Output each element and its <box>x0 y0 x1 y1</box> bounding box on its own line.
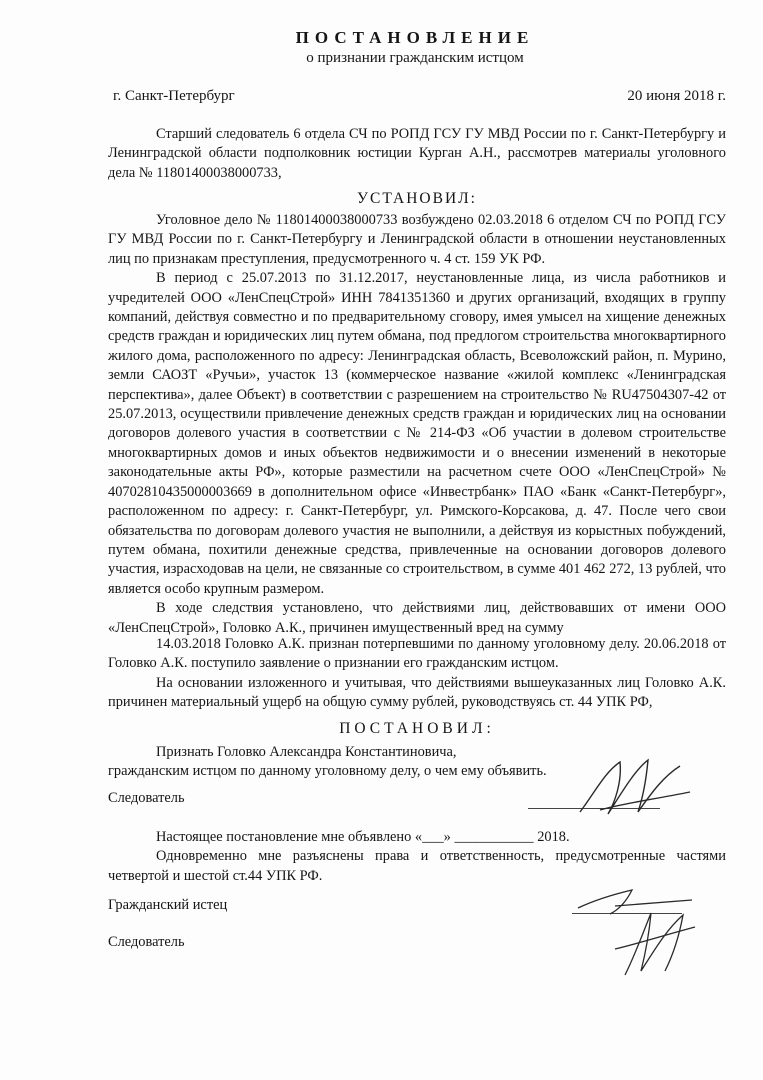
announcement-line: Настоящее постановление мне объявлено «___» ___________ 2018. <box>156 829 570 845</box>
established-heading: УСТАНОВИЛ: <box>357 190 477 207</box>
victim-block <box>108 635 726 713</box>
established-paragraph-5: На основании изложенного и учитывая, что действиями вышеуказанных лиц Головко А.К. причинен материальный ущерб на общую сумму рублей, руководствуясь ст. 44 УПК РФ, <box>108 674 726 711</box>
investigator-label-2: Следователь <box>108 934 185 950</box>
document-title: ПОСТАНОВЛЕНИЕ <box>295 28 535 47</box>
announcement-block <box>108 828 726 886</box>
decided-heading: ПОСТАНОВИЛ: <box>339 720 495 737</box>
investigator-label: Следователь <box>108 790 185 806</box>
established-paragraph-1: Уголовное дело № 11801400038000733 возбуждено 02.03.2018 6 отделом СЧ по РОПД ГСУ ГУ МВД России по г. Санкт-Петербургу и Ленинградской области в отношении неустановленных лиц по признакам преступления, предусмотренного ч. 4 ст. 159 УК РФ. <box>108 212 726 267</box>
decided-line-1: Признать Головко Александра Константиновича, <box>156 744 457 760</box>
intro-paragraph: Старший следователь 6 отдела СЧ по РОПД ГСУ ГУ МВД России по г. Санкт-Петербургу и Ленинградской области подполковник юстиции Курган А.Н., рассмотрев материалы уголовного дела № 11801400038000733, <box>108 126 726 181</box>
investigator-signature <box>560 752 710 832</box>
civil-plaintiff-label: Гражданский истец <box>108 897 228 913</box>
established-paragraph-2: В период с 25.07.2013 по 31.12.2017, неустановленные лица, из числа работников и учредителей ООО «ЛенСпецСтрой» ИНН 7841351360 и других организаций, входящих в группу компаний, действуя совместно и по предварительному сговору, имея умысел на хищение денежных средств граждан и юридических лиц путем обмана, под предлогом строительства многоквартирного жилого дома, расположенного по адресу: Ленинградская область, Всеволожский район, п. Мурино, земли САОЗТ «Ручьи», участок 13 (коммерческое название «жилой комплекс «Ленинградская перспектива», далее Объект) в соответствии с разрешением на строительство № RU47504307-42 от 25.07.2013, осуществили привлечение денежных средств граждан и юридических лиц на основании договоров долевого участия в соответствии с № 214-ФЗ «Об участии в долевом строительстве многоквартирных домов и иных объектов недвижимости и о внесении изменений в некоторые законодательные акты РФ», которые разместили на расчетном счете ООО «ЛенСпецСтрой» № 40702810435000003669 в дополнительном офисе «Инвестрбанк» ПАО «Банк «Санкт-Петербург», расположенном по адресу: г. Санкт-Петербург, ул. Римского-Корсакова, д. 47. После чего свои обязательства по договорам долевого участия не выполнили, а действуя из корыстных побуждений, путем обмана, похитили денежные средства, привлеченные на основании договоров долевого участия, израсходовав на цели, не связанные со строительством, в сумме 401 462 272, 13 рублей, что является особо крупным размером. <box>108 270 726 597</box>
document-subtitle: о признании гражданским истцом <box>306 50 524 66</box>
investigator-signature-2 <box>585 905 705 985</box>
intro-block <box>108 125 726 183</box>
document-date: 20 июня 2018 г. <box>627 88 726 104</box>
established-block <box>108 211 726 638</box>
rights-line: Одновременно мне разъяснены права и ответственность, предусмотренные частями четвертой и шестой ст.44 УПК РФ. <box>108 848 726 884</box>
document-city: г. Санкт-Петербург <box>113 88 235 104</box>
established-paragraph-3: В ходе следствия установлено, что действиями лиц, действовавших от имени ООО «ЛенСпецСтрой», Головко А.К., причинен имущественный вред на сумму <box>108 600 726 636</box>
decided-line-2: гражданским истцом по данному уголовному делу, о чем ему объявить. <box>108 763 547 780</box>
established-paragraph-4: 14.03.2018 Головко А.К. признан потерпевшими по данному уголовному делу. 20.06.2018 от Головко А.К. поступило заявление о признании его гражданским истцом. <box>108 636 726 672</box>
